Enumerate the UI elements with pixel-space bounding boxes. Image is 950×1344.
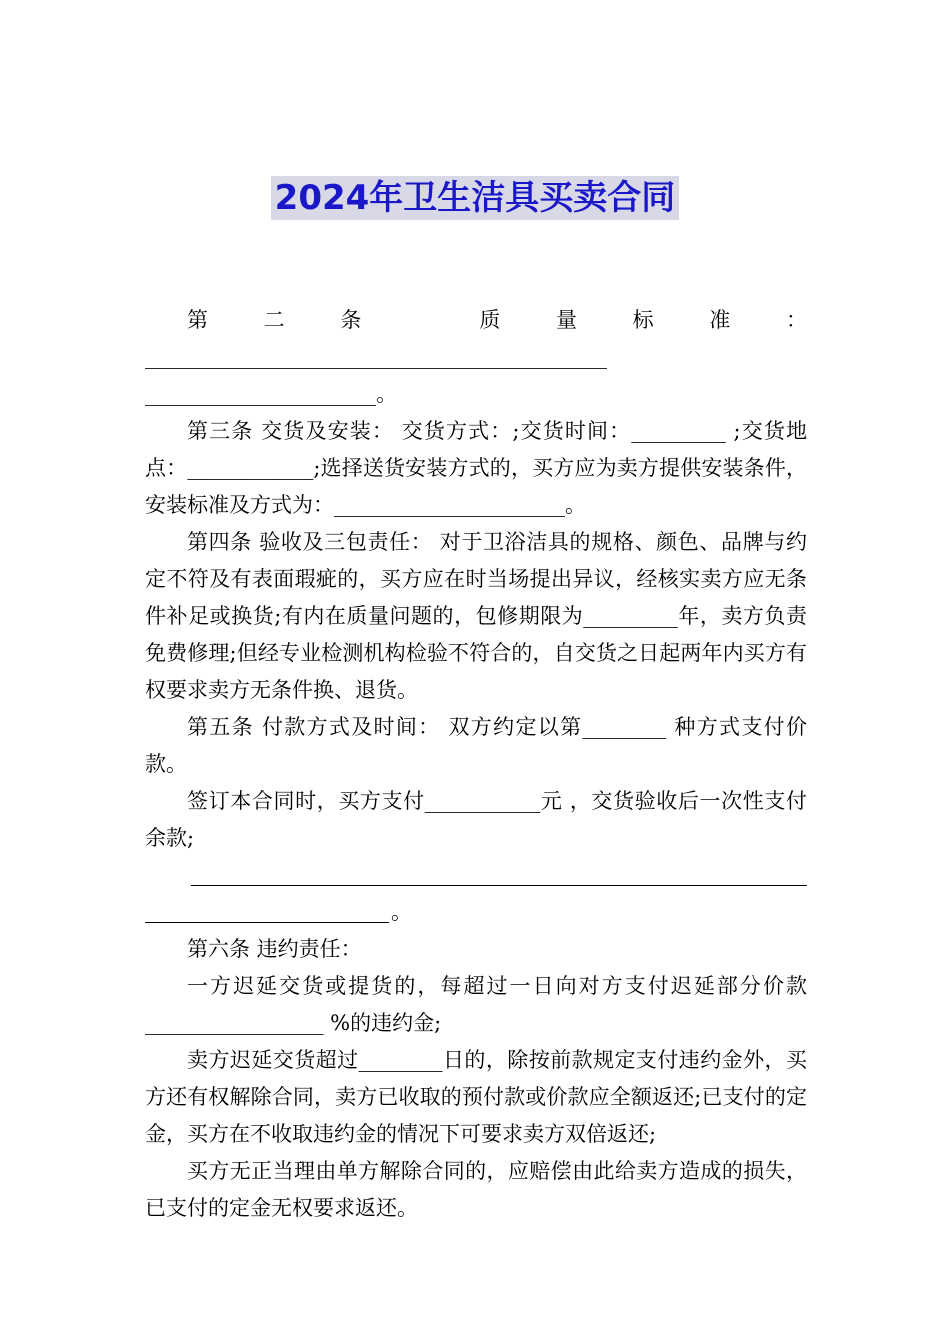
clause-3: 第三条 交货及安装： 交货方式：;交货时间：_________ ;交货地点：____________;选择送货安装方式的，买方应为卖方提供安装条件，安装标准及方式为：______________________。 [145,419,807,517]
blank-rule [191,885,807,886]
document-title-text: 2024年卫生洁具买卖合同 [271,176,680,220]
clause-2: 第二条 质量标准：____________________________________________ ______________________。 [145,308,807,406]
document-title [0,172,950,224]
clause-6-item-3: 买方无正当理由单方解除合同的，应赔偿由此给卖方造成的损失，已支付的定金无权要求返还。 [145,1159,807,1220]
clause-5-payment: 签订本合同时，买方支付___________元 ，交货验收后一次性支付余款; [145,789,807,850]
clause-6-item-2: 卖方迟延交货超过________日的，除按前款规定支付违约金外，买方还有权解除合同，卖方已收取的预付款或价款应全额返还;已支付的定金，买方在不收取违约金的情况下可要求卖方双倍返还; [145,1048,807,1146]
clause-5: 第五条 付款方式及时间： 双方约定以第________ 种方式支付价款。 [145,715,807,776]
clause-6: 第六条 违约责任： [187,937,362,961]
blank-fill-line-2: 。 [145,894,807,931]
clause-4: 第四条 验收及三包责任： 对于卫浴洁具的规格、颜色、品牌与约定不符及有表面瑕疵的，买方应在时当场提出异议，经核实卖方应无条件补足或换货;有内在质量问题的，包修期限为_________年，卖方负责免费修理;但经专业检测机构检验不符合的，自交货之日起两年内买方有权要求卖方无条件换、退货。 [145,530,807,702]
clause-6-item-1: 一方迟延交货或提货的，每超过一日向对方支付迟延部分价款_________________ %的违约金; [145,974,807,1035]
blank-fill-line [145,857,807,894]
blank-rule-2 [145,922,389,923]
document-body [145,302,807,1227]
